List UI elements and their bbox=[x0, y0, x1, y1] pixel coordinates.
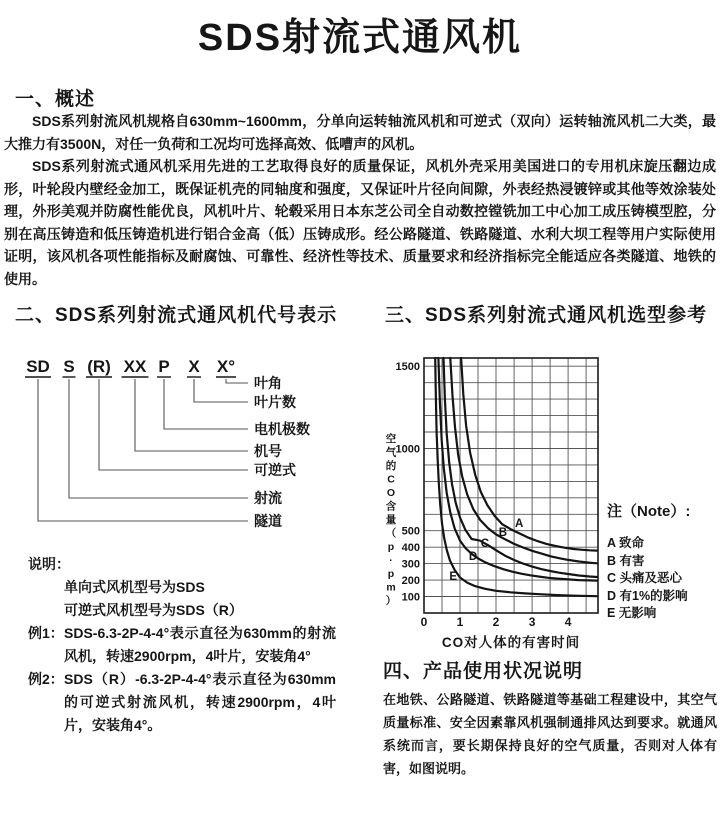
connector-line bbox=[135, 379, 248, 451]
legend-item: B 有害 bbox=[607, 553, 645, 568]
code-token: P bbox=[158, 357, 170, 376]
example-label: 例2： bbox=[28, 671, 64, 687]
code-label: 机号 bbox=[254, 443, 282, 459]
x-tick-label: 4 bbox=[564, 615, 572, 629]
usage-paragraph: 在地铁、公路隧道、铁路隧道等基础工程建设中，其空气质量标准、安全因素靠风机强制通排风达到要求。就通风系统而言，要长期保持良好的空气质量，否则对人体有害，如图说明。 bbox=[383, 692, 717, 776]
y-tick-label: 300 bbox=[401, 558, 420, 571]
legend-title: 注（Note）: bbox=[607, 503, 691, 520]
code-label: 叶角 bbox=[254, 375, 282, 391]
y-axis-title-char: C bbox=[387, 473, 395, 486]
y-tick-label: 500 bbox=[401, 525, 420, 538]
connector-line bbox=[99, 379, 248, 470]
y-axis-title-char: 含 bbox=[385, 500, 397, 513]
x-tick-label: 1 bbox=[456, 615, 464, 629]
y-axis-title-char: O bbox=[386, 487, 396, 499]
y-tick-label: 1000 bbox=[395, 443, 420, 456]
note-line: 单向式风机型号为SDS bbox=[64, 579, 205, 595]
example-text: SDS-6.3-2P-4-4°表示直径为630mm的射流风机，转速2900rpm，4叶片，安装角4° bbox=[64, 625, 336, 664]
y-axis-title-char: 的 bbox=[385, 460, 397, 472]
legend-item: D 有1%的影响 bbox=[607, 588, 688, 603]
code-label: 射流 bbox=[254, 490, 282, 506]
y-axis-title-char: 空 bbox=[385, 433, 397, 445]
example-label: 例1： bbox=[28, 625, 64, 641]
x-tick-label: 2 bbox=[492, 615, 500, 629]
overview-paragraph-2: SDS系列射流式通风机采用先进的工艺取得良好的质量保证，风机外壳采用美国进口的专用机床旋压翻边成形，叶轮段内壁经金加工，既保证机壳的同轴度和强度，又保证叶片径向间隙，外表经热浸镀锌或其他等效涂装处理，外形美观并防腐性能优良，风机叶片、轮毂采用日本东芝公司全自动数控镗铣加工中心加工成压铸模型腔，分别在高压铸造和低压铸造机进行铝合金高（低）压铸成形。经公路隧道、铁路隧道、水利大坝工程等用户实际使用证明，该风机各项性能指标及耐腐蚀、可靠性、经济性等技术、质量要求和经济指标完全能适应各类隧道、地铁的使用。 bbox=[4, 158, 716, 287]
connector-line bbox=[69, 379, 248, 498]
chart-legend bbox=[607, 502, 717, 623]
x-tick-label: 0 bbox=[420, 615, 428, 629]
y-tick-label: 1500 bbox=[395, 361, 420, 374]
code-token: XX bbox=[123, 357, 147, 376]
y-axis-title-char: m bbox=[386, 581, 396, 594]
code-token: X° bbox=[216, 357, 236, 376]
curve-C bbox=[444, 358, 597, 577]
code-token: S bbox=[63, 357, 75, 376]
y-tick-label: 200 bbox=[401, 575, 420, 588]
y-axis-title-char: 气 bbox=[385, 446, 397, 459]
designation-notes bbox=[28, 553, 358, 737]
y-axis-title-char: （ bbox=[385, 527, 397, 540]
connector-line bbox=[164, 379, 248, 429]
legend-item: A 致命 bbox=[607, 536, 645, 550]
section-designation-heading: 二、SDS系列射流式通风机代号表示 bbox=[15, 305, 338, 326]
overview-paragraph-1: SDS系列射流风机规格自630mm~1600mm，分单向运转轴流风机和可逆式（双向）运转轴流风机二大类，最大推力有3500N，对任一负荷和工况均可选择高效、低嘈声的风机。 bbox=[4, 113, 716, 152]
curve-label-D: D bbox=[468, 551, 478, 564]
legend-item: C 头痛及恶心 bbox=[607, 571, 683, 585]
legend-item: E 无影响 bbox=[607, 606, 657, 620]
legend-items bbox=[607, 535, 717, 623]
code-token: (R) bbox=[87, 357, 111, 376]
section-usage-heading: 四、产品使用状况说明 bbox=[383, 661, 584, 682]
x-axis-title: CO对人体的有害时间 bbox=[441, 635, 581, 650]
note-line: 可逆式风机型号为SDS（R） bbox=[64, 602, 243, 618]
example-text: SDS（R）-6.3-2P-4-4°表示直径为630mm的可逆式射流风机，转速2900rpm，4叶片，安装角4°。 bbox=[64, 671, 336, 733]
code-token: SD bbox=[26, 357, 50, 376]
notes-label: 说明： bbox=[28, 556, 70, 572]
curve-label-B: B bbox=[498, 527, 508, 540]
y-axis-title-char: · bbox=[389, 554, 393, 567]
section-selection-heading: 三、SDS系列射流式通风机选型参考 bbox=[385, 305, 708, 326]
page-title: SDS射流式通风机 bbox=[197, 17, 523, 59]
y-axis-title-char: 量 bbox=[385, 514, 397, 526]
y-axis-title-char: p bbox=[387, 541, 395, 553]
section-overview-heading: 一、概述 bbox=[15, 89, 96, 110]
y-tick-label: 400 bbox=[401, 542, 420, 555]
y-axis-title-char: p bbox=[387, 568, 395, 580]
model-code-diagram bbox=[10, 356, 365, 538]
co-exposure-chart bbox=[383, 350, 605, 662]
example-row bbox=[28, 668, 358, 737]
code-label: 电机极数 bbox=[254, 421, 310, 437]
curve-label-C: C bbox=[480, 538, 490, 551]
connector-line bbox=[226, 379, 248, 383]
example-row bbox=[28, 622, 358, 668]
y-axis-title-char: ） bbox=[385, 595, 397, 607]
code-label: 可逆式 bbox=[254, 462, 296, 478]
code-token: X bbox=[188, 357, 200, 376]
x-tick-label: 3 bbox=[528, 615, 536, 629]
code-label: 叶片数 bbox=[254, 394, 296, 410]
curve-label-E: E bbox=[449, 571, 458, 583]
code-label: 隧道 bbox=[254, 513, 282, 529]
curve-label-A: A bbox=[514, 518, 524, 530]
y-tick-label: 100 bbox=[401, 591, 420, 604]
